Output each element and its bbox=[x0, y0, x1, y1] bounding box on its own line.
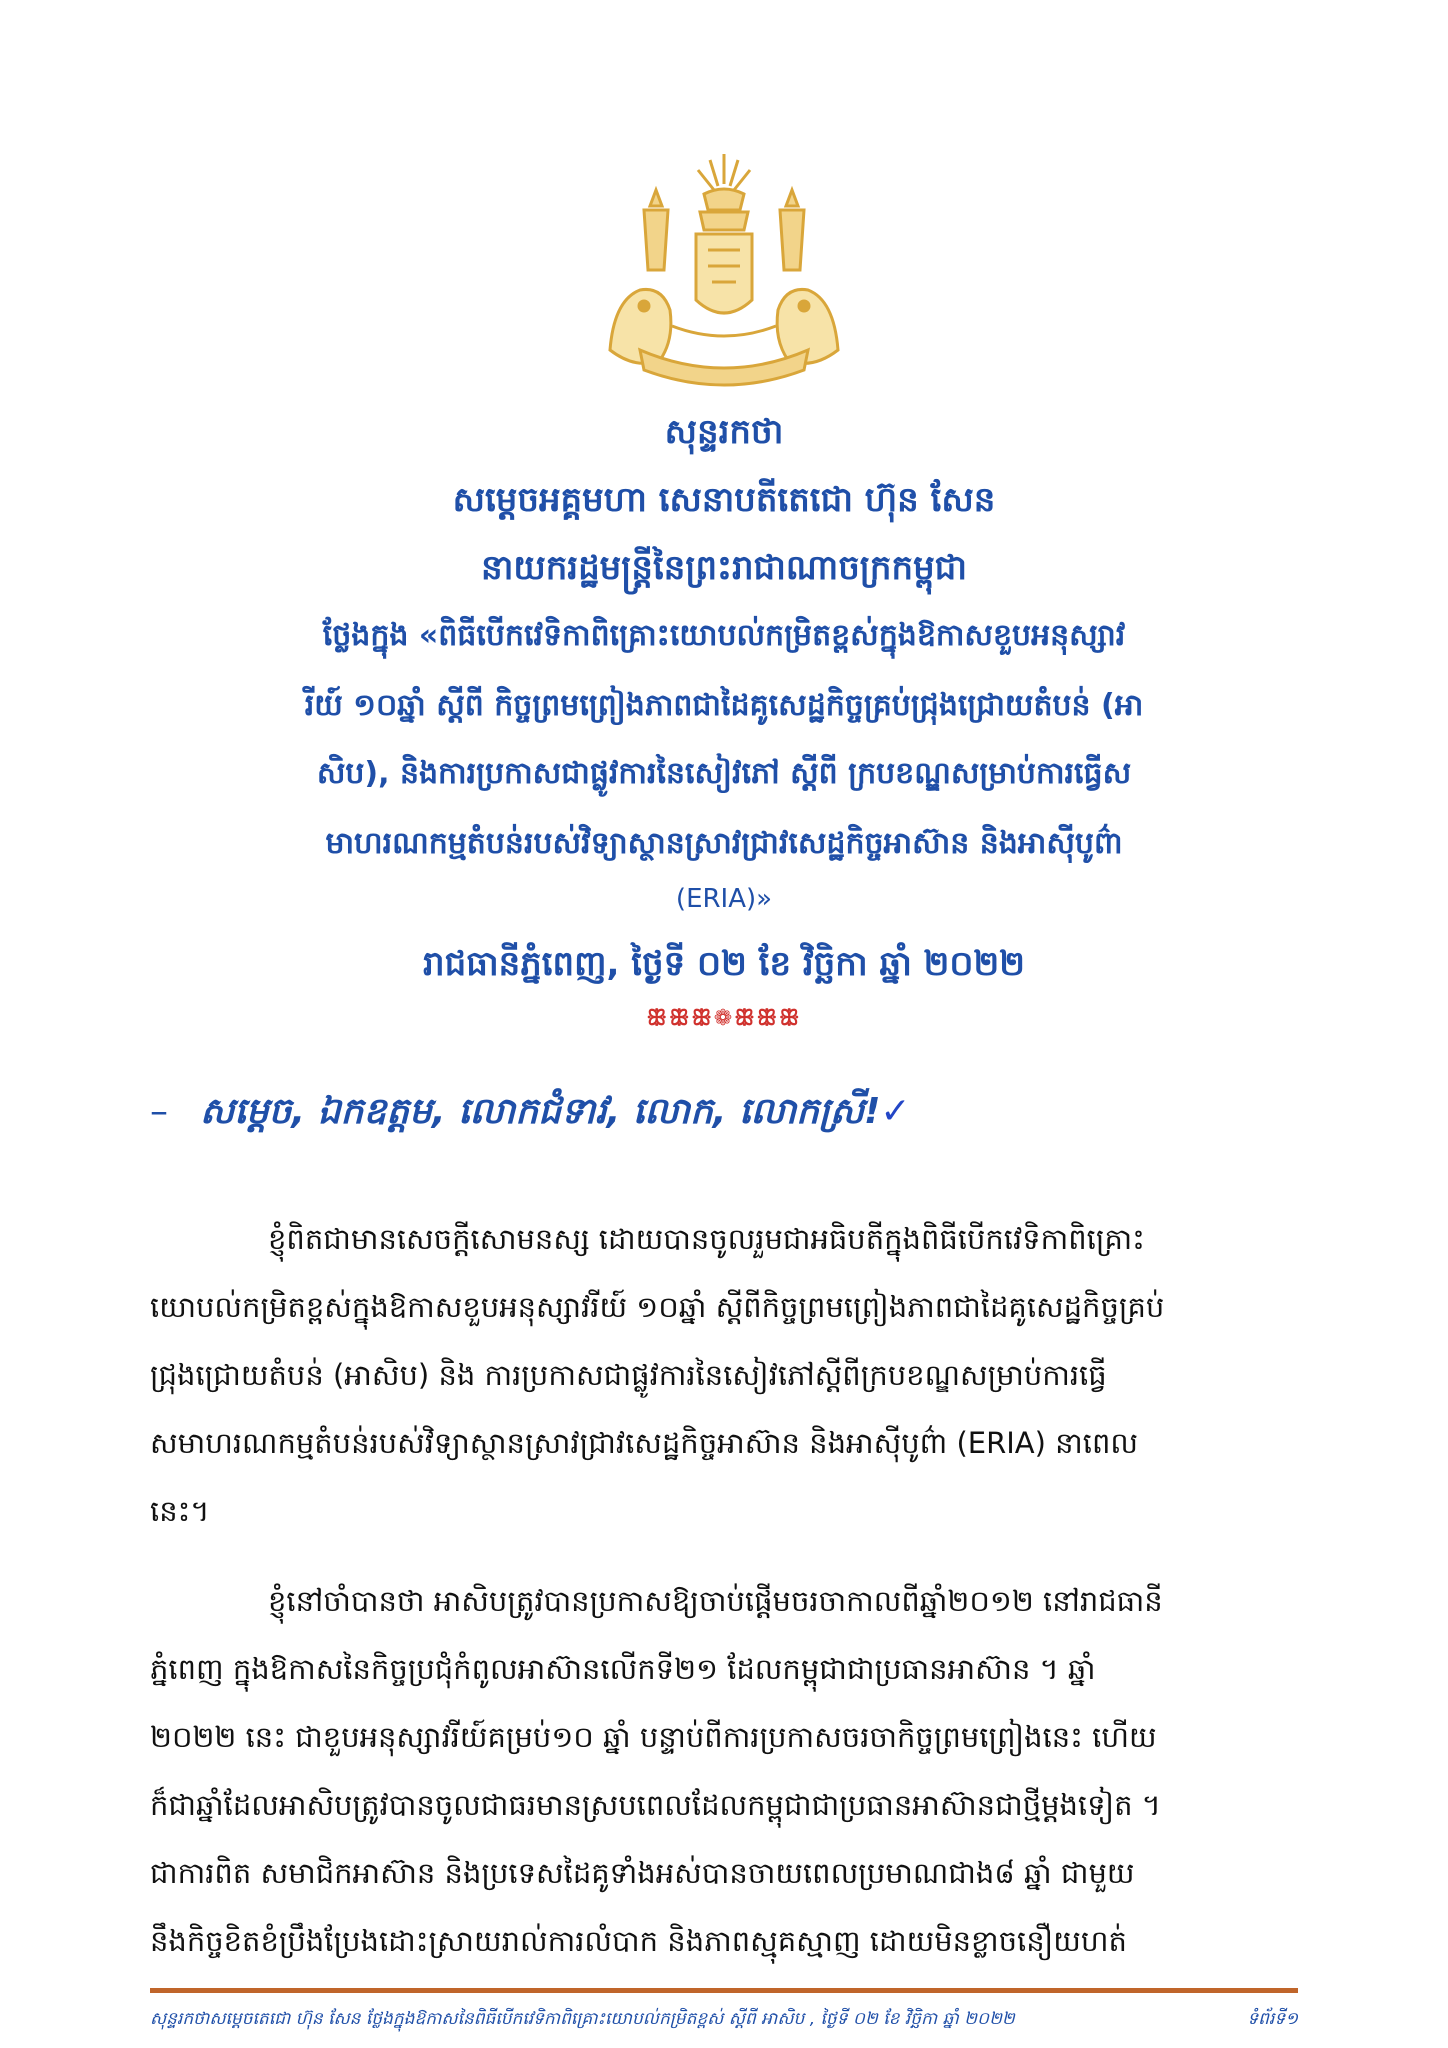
paragraph-line: ២០២២ នេះ ជាខួបអនុស្សាវរីយ៍គម្រប់១០ ឆ្នាំ បន្ទាប់ពីការប្រកាសចរចាកិច្ចព្រមព្រៀងនេះ ហើយ bbox=[150, 1720, 1157, 1754]
paragraph-line: ជាការពិត សមាជិកអាស៊ាន និងប្រទេសដៃគូទាំងអស់បានចាយពេលប្រមាណជាង៨ ឆ្នាំ ជាមួយ bbox=[150, 1856, 1135, 1890]
paragraph-line: ក៏ជាឆ្នាំដែលអាសិបត្រូវបានចូលជាធរមានស្របពេលដែលកម្ពុជាជាប្រធានអាស៊ានជាថ្មីម្តងទៀត ។ bbox=[150, 1788, 1161, 1822]
event-title-acronym: (ERIA)» bbox=[675, 884, 773, 914]
salutation-text: សម្តេច, ឯកឧត្តម, លោកជំទាវ, លោក, លោកស្រី! bbox=[200, 1091, 881, 1132]
royal-coat-of-arms-icon bbox=[600, 150, 848, 400]
page-footer bbox=[150, 2008, 1298, 2033]
footer-text: សុន្ទរកថាសម្តេចតេជោ ហ៊ុន សែន ថ្លែងក្នុងឱកាសនៃពិធីបើកវេទិកាពិគ្រោះយោបល់កម្រិតខ្ពស់ ស្តីពី អាសិប , ថ្ងៃទី ០២ ខែ វិច្ឆិកា ឆ្នាំ ២០២២ bbox=[150, 2009, 1015, 2029]
title-ornament: ꕥꕥꕥ❁ꕥꕥꕥ bbox=[646, 1006, 802, 1031]
paragraph-line: ខ្ញុំពិតជាមានសេចក្តីសោមនស្ស ដោយបានចូលរួមជាអធិបតីក្នុងពិធីបើកវេទិកាពិគ្រោះ bbox=[268, 1222, 1145, 1256]
check-mark-icon: ✓ bbox=[880, 1091, 911, 1132]
event-title-line: សិប), និងការប្រកាសជាផ្លូវការនៃសៀវភៅ ស្តីពី ក្របខណ្ឌសម្រាប់ការធ្វើស bbox=[316, 756, 1132, 791]
document-heading: សុន្ទរកថា bbox=[664, 412, 784, 452]
paragraph-line: ខ្ញុំនៅចាំបានថា អាសិបត្រូវបានប្រកាសឱ្យចាប់ផ្តើមចរចាកាលពីឆ្នាំ២០១២ នៅរាជធានី bbox=[268, 1584, 1163, 1618]
paragraph-line: នឹងកិច្ចខិតខំប្រឹងប្រែងដោះស្រាយរាល់ការលំបាក និងភាពស្មុគស្មាញ ដោយមិនខ្លាចនឿយហត់ bbox=[150, 1924, 1127, 1958]
paragraph-line: នេះ។ bbox=[150, 1494, 210, 1528]
paragraph-line: ភ្នំពេញ ក្នុងឱកាសនៃកិច្ចប្រជុំកំពូលអាស៊ានលើកទី២១ ដែលកម្ពុជាជាប្រធានអាស៊ាន ។ ឆ្នាំ bbox=[150, 1652, 1096, 1686]
salutation bbox=[150, 1088, 911, 1141]
paragraph-line: សមាហរណកម្មតំបន់របស់វិទ្យាស្ថានស្រាវជ្រាវសេដ្ឋកិច្ចអាស៊ាន និងអាស៊ីបូព៌ា (ERIA) នាពេល bbox=[150, 1426, 1138, 1460]
speaker-name: សម្តេចអគ្គមហា សេនាបតីតេជោ ហ៊ុន សែន bbox=[452, 480, 996, 520]
page-number: ទំព័រទី១ bbox=[1247, 2009, 1298, 2029]
event-title-line: ថ្លែងក្នុង «ពិធីបើកវេទិកាពិគ្រោះយោបល់កម្រិតខ្ពស់ក្នុងឱកាសខួបអនុស្សាវ bbox=[322, 618, 1126, 653]
footer-divider bbox=[150, 1988, 1298, 1993]
paragraph-line: យោបល់កម្រិតខ្ពស់ក្នុងឱកាសខួបអនុស្សាវរីយ៍ ១០ឆ្នាំ ស្តីពីកិច្ចព្រមព្រៀងភាពជាដៃគូសេដ្ឋកិច្ចគ្រប់ bbox=[150, 1290, 1165, 1324]
salutation-dash: – bbox=[150, 1091, 168, 1132]
paragraph-line: ជ្រុងជ្រោយតំបន់ (អាសិប) និង ការប្រកាសជាផ្លូវការនៃសៀវភៅស្តីពីក្របខណ្ឌសម្រាប់ការធ្វើ bbox=[150, 1358, 1107, 1392]
event-title-line: រីយ៍ ១០ឆ្នាំ ស្តីពី កិច្ចព្រមព្រៀងភាពជាដៃគូសេដ្ឋកិច្ចគ្រប់ជ្រុងជ្រោយតំបន់ (អា bbox=[304, 688, 1144, 723]
place-and-date: រាជធានីភ្នំពេញ, ថ្ងៃទី ០២ ខែ វិច្ឆិកា ឆ្នាំ ២០២២ bbox=[423, 944, 1025, 984]
event-title-line: មាហរណកម្មតំបន់របស់វិទ្យាស្ថានស្រាវជ្រាវសេដ្ឋកិច្ចអាស៊ាន និងអាស៊ីបូព៌ា bbox=[325, 826, 1123, 861]
speaker-title: នាយករដ្ឋមន្ត្រីនៃព្រះរាជាណាចក្រកម្ពុជា bbox=[480, 548, 968, 588]
